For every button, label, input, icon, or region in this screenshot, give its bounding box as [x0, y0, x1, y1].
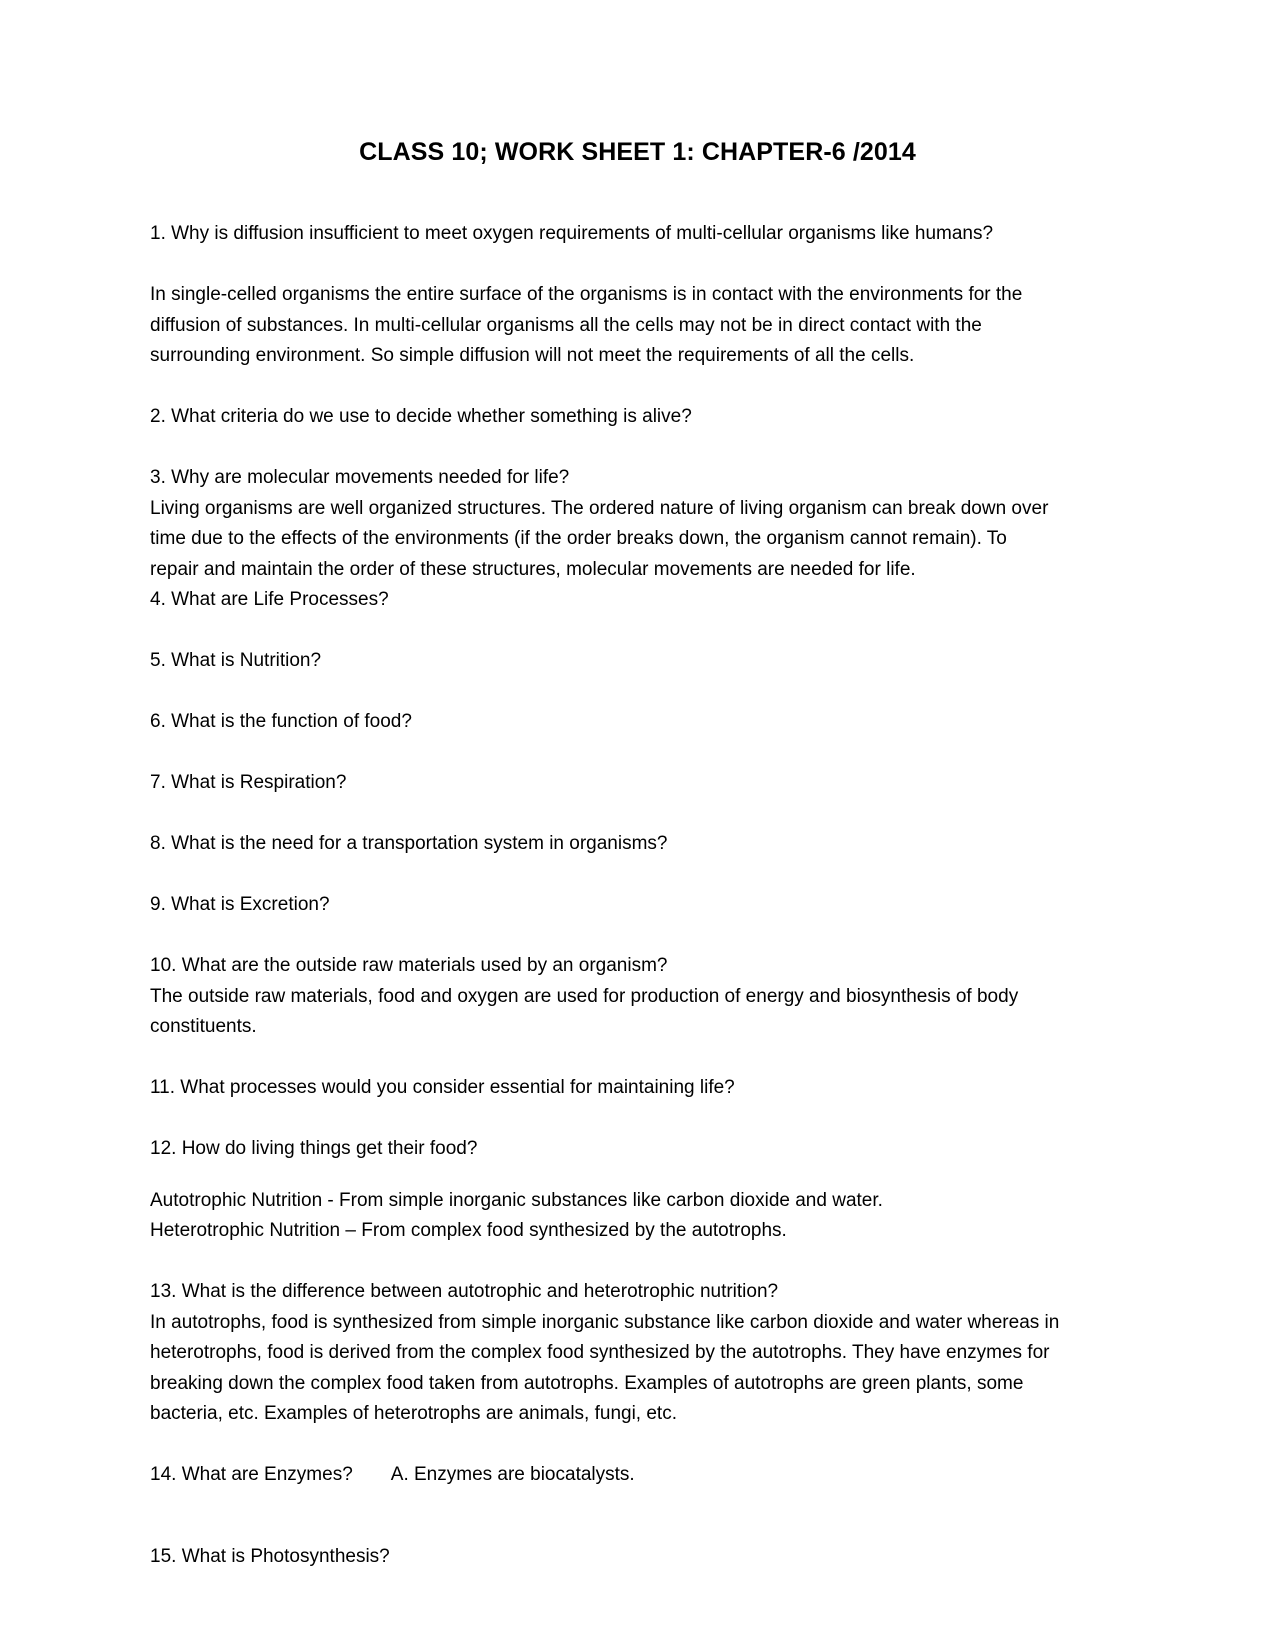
spacer	[150, 1043, 1115, 1074]
answer-12-line-1: Autotrophic Nutrition - From simple inorganic substances like carbon dioxide and water.	[150, 1189, 883, 1211]
answer-13-line-1: In autotrophs, food is synthesized from simple inorganic substance like carbon dioxide and water whereas in	[150, 1311, 1060, 1333]
question-14-row	[150, 1460, 1115, 1491]
question-12: 12. How do living things get their food?	[150, 1138, 478, 1159]
question-7: 7. What is Respiration?	[150, 772, 347, 793]
question-13: 13. What is the difference between autotrophic and heterotrophic nutrition?	[150, 1281, 779, 1302]
question-11: 11. What processes would you consider essential for maintaining life?	[150, 1077, 735, 1098]
question-6: 6. What is the function of food?	[150, 711, 412, 732]
spacer	[150, 799, 1115, 830]
spacer	[150, 372, 1115, 403]
answer-13-line-3: breaking down the complex food taken from autotrophs. Examples of autotrophs are green plants, some	[150, 1372, 1024, 1394]
question-8: 8. What is the need for a transportation system in organisms?	[150, 833, 668, 854]
answer-12-line-2: Heterotrophic Nutrition – From complex food synthesized by the autotrophs.	[150, 1220, 787, 1241]
question-3: 3. Why are molecular movements needed for life?	[150, 467, 570, 488]
question-5: 5. What is Nutrition?	[150, 650, 322, 671]
answer-13-line-2: heterotrophs, food is derived from the complex food synthesized by the autotrophs. They have enzymes for	[150, 1342, 1050, 1363]
spacer	[150, 433, 1115, 464]
spacer	[150, 1247, 1115, 1278]
answer-3-line-1: Living organisms are well organized structures. The ordered nature of living organism can break down over	[150, 497, 1049, 519]
spacer	[150, 921, 1115, 952]
page-title: CLASS 10; WORK SHEET 1: CHAPTER-6 /2014	[359, 138, 916, 166]
spacer	[150, 616, 1115, 647]
question-2: 2. What criteria do we use to decide whether something is alive?	[150, 406, 692, 427]
spacer	[150, 250, 1115, 281]
answer-3-line-2: time due to the effects of the environments (if the order breaks down, the organism cannot remain). To	[150, 528, 1007, 549]
question-1: 1. Why is diffusion insufficient to meet oxygen requirements of multi-cellular organisms like humans?	[150, 223, 994, 244]
answer-13-line-4: bacteria, etc. Examples of heterotrophs are animals, fungi, etc.	[150, 1403, 677, 1424]
question-15: 15. What is Photosynthesis?	[150, 1545, 390, 1567]
spacer	[150, 1430, 1115, 1461]
spacer	[150, 860, 1115, 891]
answer-3-line-3: repair and maintain the order of these structures, molecular movements are needed for life.	[150, 558, 916, 580]
question-10: 10. What are the outside raw materials used by an organism?	[150, 955, 668, 976]
spacer	[150, 677, 1115, 708]
worksheet-content	[150, 219, 1115, 1572]
question-4: 4. What are Life Processes?	[150, 589, 389, 610]
answer-1-line-2: diffusion of substances. In multi-cellular organisms all the cells may not be in direct contact with the	[150, 314, 982, 336]
answer-1-line-3: surrounding environment. So simple diffusion will not meet the requirements of all the cells.	[150, 345, 915, 366]
spacer	[150, 1104, 1115, 1135]
answer-1-line-1: In single-celled organisms the entire surface of the organisms is in contact with the environments for the	[150, 284, 1023, 305]
question-14: 14. What are Enzymes?	[150, 1464, 353, 1485]
answer-14: A. Enzymes are biocatalysts.	[390, 1464, 635, 1485]
question-9: 9. What is Excretion?	[150, 894, 330, 915]
spacer	[150, 1491, 1115, 1542]
answer-10-line-2: constituents.	[150, 1016, 257, 1037]
spacer	[150, 738, 1115, 769]
spacer	[150, 1165, 1115, 1186]
answer-10-line-1: The outside raw materials, food and oxygen are used for production of energy and biosynthesis of body	[150, 985, 1019, 1007]
